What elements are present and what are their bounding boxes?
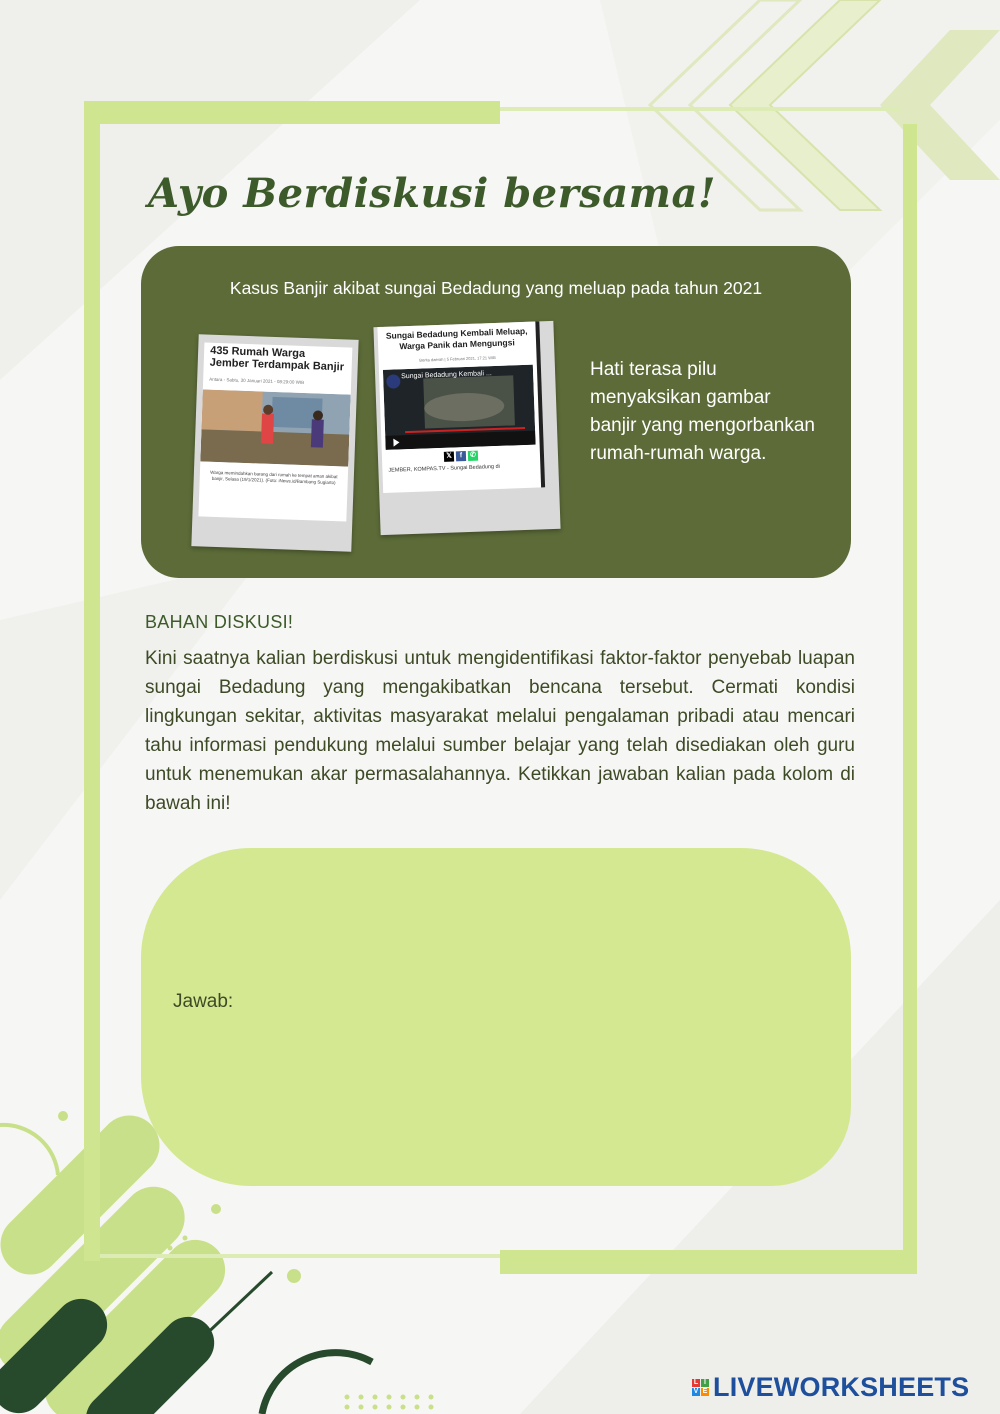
panel-caption: Kasus Banjir akibat sungai Bedadung yang meluap pada tahun 2021 xyxy=(229,278,763,298)
facebook-share-icon[interactable]: f xyxy=(456,451,466,461)
liveworksheets-logo xyxy=(692,1372,969,1403)
discussion-body: Kini saatnya kalian berdiskusi untuk mengidentifikasi faktor-faktor penyebab luapan sungai Bedadung yang mengakibatkan bencana tersebut. Cermati kondisi lingkungan sekitar, aktivitas masyarakat melalui pengalaman pribadi atau mencari tahu informasi pendukung melalui sumber belajar yang telah disediakan oleh guru untuk menemukan akar permasalahannya. Ketikkan jawaban kalian pada kolom di bawah ini! xyxy=(145,648,855,814)
flood-photo-image xyxy=(200,389,350,466)
x-share-icon[interactable]: 𝕏 xyxy=(444,451,454,461)
article1-caption: Warga memindahkan barang dari rumah ke tempat aman akibat banjir, Selasa (19/1/2021). (Foto: iNews.id/Bambang Sugiarto) xyxy=(210,469,338,486)
article1-meta: Antara - Sabtu, 30 Januari 2021 - 08:29:00 WIB xyxy=(209,376,305,385)
video-title: Sungai Bedadung Kembali ... xyxy=(401,370,492,381)
news-clipping-1 xyxy=(191,334,358,551)
frame-top-thin-line xyxy=(500,107,900,111)
liveworksheets-icon: L I V E xyxy=(693,1379,708,1395)
discussion-heading: BAHAN DISKUSI! xyxy=(145,612,294,632)
answer-label: Jawab: xyxy=(173,991,234,1012)
frame-bottom-thin-line xyxy=(100,1254,500,1258)
whatsapp-share-icon[interactable]: ✆ xyxy=(468,451,478,461)
article2-headline: Sungai Bedadung Kembali Meluap, Warga Panik dan Mengungsi xyxy=(385,325,528,352)
article2-meta: Berita daerah | 5 Februari 2021, 17:21 WIB xyxy=(419,354,496,363)
article2-footer: JEMBER, KOMPAS.TV - Sungai Bedadung di xyxy=(388,463,500,474)
panel-reflection-text: Hati terasa pilu menyaksikan gambar banjir yang mengorbankan rumah-rumah warga. xyxy=(590,359,815,464)
frame-left-border xyxy=(84,101,100,1261)
video-player[interactable] xyxy=(383,365,536,450)
frame-bottom-border xyxy=(500,1250,917,1274)
answer-box[interactable] xyxy=(141,848,851,1186)
brand-name: LIVEWORKSHEETS xyxy=(713,1372,970,1402)
frame-top-border xyxy=(84,101,500,124)
page-title: Ayo Berdiskusi bersama! xyxy=(148,170,716,217)
news-panel xyxy=(141,246,851,578)
article1-headline: 435 Rumah Warga Jember Terdampak Banjir xyxy=(209,344,345,374)
news-clipping-2 xyxy=(373,321,560,535)
frame-right-border xyxy=(903,124,917,1274)
